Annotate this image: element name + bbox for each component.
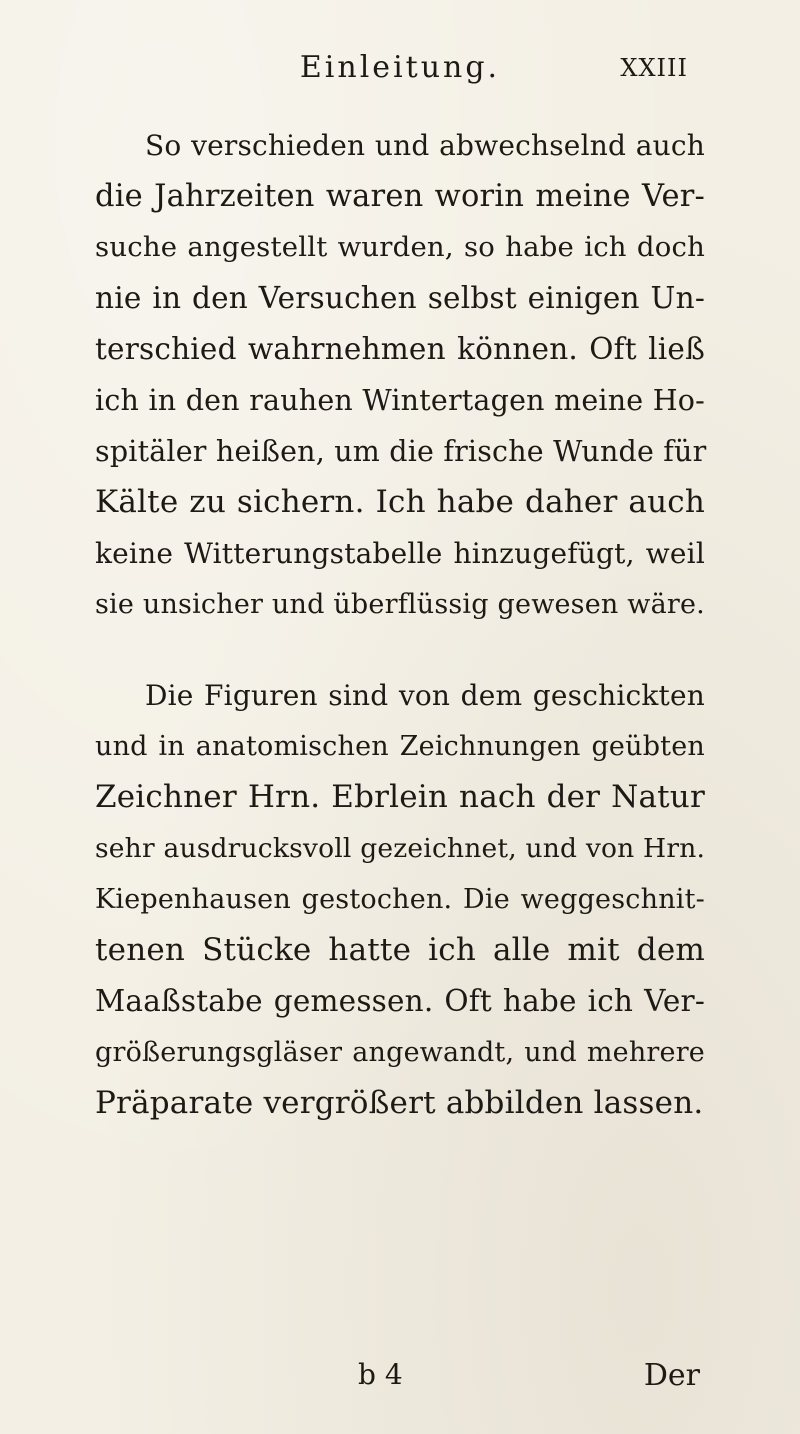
running-title: Einleitung. bbox=[299, 50, 501, 85]
text-line: Kälte zu sichern. Ich habe daher auch bbox=[95, 484, 705, 520]
text-line: Kiepenhausen gestochen. Die weggeschnit- bbox=[95, 884, 705, 915]
text-line: sie unsicher und überflüssig gewesen wäre. bbox=[95, 589, 705, 620]
text-line: die Jahrzeiten waren worin meine Ver- bbox=[95, 179, 705, 214]
body-text bbox=[95, 120, 705, 1129]
page-footer bbox=[0, 1358, 800, 1408]
text-line: nie in den Versuchen selbst einigen Un- bbox=[95, 281, 705, 315]
paragraph-gap bbox=[95, 630, 705, 670]
text-line: Die Figuren sind von dem geschickten bbox=[145, 679, 705, 712]
text-line: größerungsgläser angewandt, und mehrere bbox=[95, 1037, 705, 1068]
text-line: Maaßstabe gemessen. Oft habe ich Ver- bbox=[95, 984, 705, 1018]
text-line: und in anatomischen Zeichnungen geübten bbox=[95, 731, 705, 762]
signature-mark: b 4 bbox=[358, 1358, 403, 1391]
text-line: terschied wahrnehmen können. Oft ließ bbox=[95, 332, 705, 366]
paragraph-1 bbox=[95, 120, 705, 630]
page-number: XXIII bbox=[620, 54, 688, 82]
text-line: suche angestellt wurden, so habe ich doch bbox=[95, 231, 705, 263]
text-line: keine Witterungstabelle hinzugefügt, weil bbox=[95, 537, 705, 570]
text-line: spitäler heißen, um die frische Wunde für bbox=[95, 435, 707, 468]
text-line: Präparate vergrößert abbilden lassen. bbox=[95, 1085, 704, 1121]
text-line: So verschieden und abwechselnd auch bbox=[145, 129, 705, 162]
page-header bbox=[0, 50, 800, 90]
text-line: sehr ausdrucksvoll gezeichnet, und von Hrn. bbox=[95, 833, 706, 864]
text-line: ich in den rauhen Wintertagen meine Ho- bbox=[95, 384, 705, 417]
catchword: Der bbox=[643, 1358, 700, 1393]
paragraph-2 bbox=[95, 670, 705, 1129]
text-line: Zeichner Hrn. Ebrlein nach der Natur bbox=[95, 779, 705, 815]
text-line: tenen Stücke hatte ich alle mit dem bbox=[95, 932, 705, 968]
